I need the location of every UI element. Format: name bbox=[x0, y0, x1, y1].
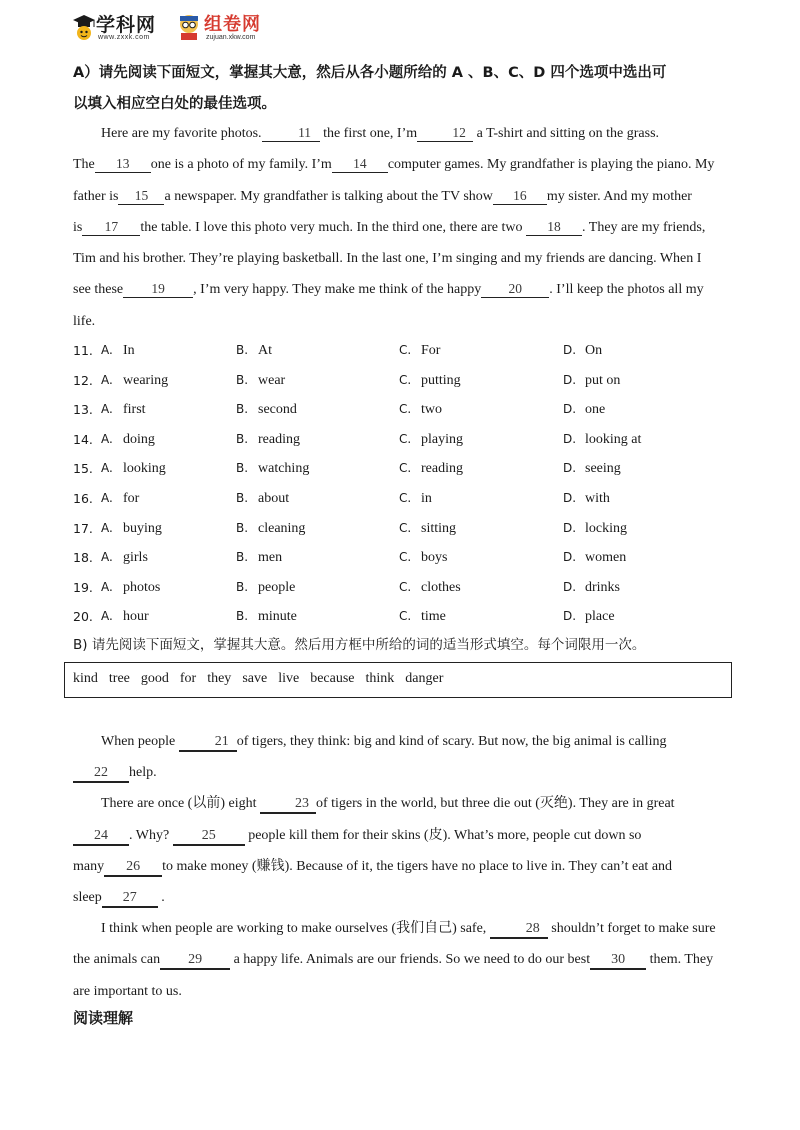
option-text: watching bbox=[258, 461, 310, 477]
option-letter: C. bbox=[399, 579, 412, 594]
option-d[interactable] bbox=[563, 461, 621, 477]
option-a[interactable] bbox=[101, 373, 168, 389]
option-text: boys bbox=[421, 550, 448, 566]
option-text: second bbox=[258, 402, 297, 418]
option-letter: D. bbox=[563, 372, 577, 387]
option-text: For bbox=[421, 343, 441, 358]
blank-28[interactable]: 28 bbox=[490, 921, 548, 939]
page-header bbox=[70, 10, 330, 46]
option-text: about bbox=[258, 490, 290, 506]
option-c[interactable] bbox=[399, 491, 432, 507]
blank-25[interactable]: 25 bbox=[173, 828, 245, 846]
question-number: 17. bbox=[73, 520, 93, 536]
word-bank-item: kind bbox=[73, 671, 98, 686]
passage-line: are important to us. bbox=[73, 983, 182, 999]
blank-19[interactable]: 19 bbox=[123, 281, 193, 298]
option-c[interactable] bbox=[399, 461, 463, 477]
option-text: men bbox=[258, 550, 283, 566]
option-b[interactable] bbox=[236, 550, 282, 566]
option-letter: D. bbox=[563, 343, 577, 357]
option-a[interactable] bbox=[101, 402, 146, 418]
student-mascot-icon bbox=[176, 13, 202, 41]
option-letter: A. bbox=[101, 431, 113, 446]
blank-16[interactable]: 16 bbox=[493, 188, 547, 205]
blank-17[interactable]: 17 bbox=[82, 219, 140, 236]
word-bank-item: for bbox=[179, 671, 197, 686]
option-text: reading bbox=[258, 431, 300, 447]
word-bank-item: tree bbox=[108, 671, 130, 686]
blank-30[interactable]: 30 bbox=[590, 952, 646, 970]
blank-29[interactable]: 29 bbox=[160, 952, 230, 970]
option-letter: A. bbox=[101, 343, 113, 357]
passage-line: 24 . Why? 25 people kill them for their skins (皮). What’s more, people cut down so bbox=[73, 820, 728, 851]
option-a[interactable] bbox=[101, 343, 135, 359]
option-b[interactable] bbox=[236, 521, 305, 537]
graduation-cap-icon bbox=[72, 13, 96, 41]
blank-21[interactable]: 21 bbox=[179, 734, 237, 752]
option-text: cleaning bbox=[258, 520, 306, 536]
option-letter: D. bbox=[563, 402, 577, 417]
question-options bbox=[73, 337, 733, 633]
option-c[interactable] bbox=[399, 580, 461, 596]
option-c[interactable] bbox=[399, 550, 447, 566]
option-letter: B. bbox=[236, 490, 249, 505]
question-row bbox=[73, 574, 733, 604]
blank-26[interactable]: 26 bbox=[104, 859, 162, 877]
logo2-url: zujuan.xkw.com bbox=[206, 34, 256, 41]
option-letter: D. bbox=[563, 520, 577, 535]
option-text: girls bbox=[123, 550, 148, 566]
word-bank-item: think bbox=[365, 671, 395, 686]
option-letter: C. bbox=[399, 520, 412, 535]
question-number: 14. bbox=[73, 431, 93, 447]
option-letter: A. bbox=[101, 461, 113, 476]
passage-line: father is 15 a newspaper. My grandfather is talking about the TV show 16 my sister. And my mother bbox=[73, 187, 692, 204]
question-number: 11. bbox=[73, 343, 93, 358]
section-b-instruction: B) 请先阅读下面短文，掌握其大意。然后用方框中所给的词的适当形式填空。每个词限用一次。 bbox=[73, 637, 646, 653]
zujuan-logo bbox=[176, 10, 286, 46]
option-c[interactable] bbox=[399, 343, 440, 359]
option-letter: B. bbox=[236, 520, 249, 535]
option-letter: C. bbox=[399, 402, 412, 417]
option-text: On bbox=[585, 343, 603, 358]
question-row bbox=[73, 485, 733, 515]
logo2-name: 组卷网 bbox=[204, 14, 261, 35]
option-b[interactable] bbox=[236, 402, 297, 418]
blank-18[interactable]: 18 bbox=[526, 219, 582, 236]
question-row bbox=[73, 426, 733, 456]
option-c[interactable] bbox=[399, 373, 461, 389]
word-bank-item: good bbox=[140, 671, 169, 686]
passage-line: sleep 27 . bbox=[73, 882, 728, 913]
option-letter: B. bbox=[236, 402, 249, 417]
question-number: 19. bbox=[73, 579, 93, 595]
question-row bbox=[73, 515, 733, 545]
option-text: drinks bbox=[585, 579, 620, 595]
option-text: seeing bbox=[585, 461, 621, 477]
option-letter: C. bbox=[399, 550, 412, 565]
option-text: sitting bbox=[421, 520, 457, 536]
option-letter: D. bbox=[563, 579, 577, 594]
option-text: wear bbox=[258, 372, 286, 388]
option-d[interactable] bbox=[563, 580, 620, 596]
logo1-url: www.zxxk.com bbox=[98, 34, 150, 41]
option-letter: B. bbox=[236, 461, 249, 476]
option-a[interactable] bbox=[101, 432, 155, 448]
option-letter: A. bbox=[101, 579, 113, 594]
option-a[interactable] bbox=[101, 609, 149, 625]
blank-27[interactable]: 27 bbox=[102, 890, 158, 908]
option-b[interactable] bbox=[236, 580, 295, 596]
question-number: 13. bbox=[73, 402, 93, 418]
option-letter: C. bbox=[399, 461, 412, 476]
option-c[interactable] bbox=[399, 521, 456, 537]
word-bank-item: live bbox=[278, 671, 300, 686]
passage-line: Tim and his brother. They’re playing basketball. In the last one, I’m singing and my friends are dancing. When I bbox=[73, 251, 702, 267]
blank-12[interactable]: 12 bbox=[417, 125, 473, 142]
passage-line: is 17 the table. I love this photo very much. In the third one, there are two 18 . They are my friends, bbox=[73, 218, 706, 235]
blank-23[interactable]: 23 bbox=[260, 796, 316, 814]
question-number: 16. bbox=[73, 490, 93, 506]
option-text: minute bbox=[258, 609, 297, 625]
option-text: women bbox=[585, 550, 627, 566]
word-bank-item: save bbox=[242, 671, 268, 686]
question-row bbox=[73, 603, 733, 633]
option-text: looking bbox=[123, 461, 166, 477]
passage-line: life. bbox=[73, 313, 96, 329]
option-b[interactable] bbox=[236, 491, 289, 507]
option-b[interactable] bbox=[236, 373, 285, 389]
question-row bbox=[73, 396, 733, 426]
passage-line: 22 help. bbox=[73, 757, 728, 788]
option-d[interactable] bbox=[563, 373, 620, 389]
option-letter: A. bbox=[101, 520, 113, 535]
option-letter: D. bbox=[563, 431, 577, 446]
blank-11[interactable]: 11 bbox=[262, 125, 320, 142]
section-a-passage bbox=[73, 118, 728, 337]
option-text: At bbox=[258, 343, 272, 358]
option-text: with bbox=[585, 490, 610, 506]
option-text: playing bbox=[421, 431, 463, 447]
option-text: for bbox=[123, 490, 140, 506]
option-text: wearing bbox=[123, 372, 169, 388]
option-b[interactable] bbox=[236, 609, 297, 625]
option-letter: D. bbox=[563, 490, 577, 505]
option-c[interactable] bbox=[399, 402, 442, 418]
section-a-instruction bbox=[73, 58, 733, 120]
option-a[interactable] bbox=[101, 580, 160, 596]
option-text: clothes bbox=[421, 579, 461, 595]
zxxk-logo bbox=[70, 10, 170, 46]
option-text: time bbox=[421, 609, 446, 625]
option-letter: C. bbox=[399, 431, 412, 446]
option-letter: A. bbox=[101, 609, 113, 624]
option-letter: C. bbox=[399, 372, 412, 387]
instruction-line-1: A）请先阅读下面短文，掌握其大意，然后从各小题所给的 A 、B、C、D 四个选项中选出可 bbox=[73, 65, 667, 81]
blank-15[interactable]: 15 bbox=[118, 188, 164, 205]
word-bank bbox=[73, 671, 454, 687]
passage-line: There are once (以前) eight 23 of tigers in the world, but three die out (灭绝). They are in great bbox=[73, 788, 728, 819]
option-b[interactable] bbox=[236, 343, 272, 359]
passage-line: see these 19 , I’m very happy. They make me think of the happy 20 . I’ll keep the photos all my bbox=[73, 281, 704, 298]
reading-comprehension-heading: 阅读理解 bbox=[73, 1009, 134, 1027]
option-d[interactable] bbox=[563, 402, 605, 418]
passage-line: many 26 to make money (赚钱). Because of it, the tigers have no place to live in. They can’t eat and bbox=[73, 851, 728, 882]
option-b[interactable] bbox=[236, 432, 300, 448]
option-letter: A. bbox=[101, 490, 113, 505]
option-letter: D. bbox=[563, 550, 577, 565]
option-a[interactable] bbox=[101, 491, 139, 507]
word-bank-item: they bbox=[207, 671, 232, 686]
blank-24[interactable]: 24 bbox=[73, 828, 129, 846]
option-b[interactable] bbox=[236, 461, 309, 477]
passage-line: the animals can 29 a happy life. Animals are our friends. So we need to do our best 30 them. They bbox=[73, 944, 728, 975]
option-text: one bbox=[585, 402, 606, 418]
option-text: locking bbox=[585, 520, 627, 536]
option-text: reading bbox=[421, 461, 463, 477]
option-letter: A. bbox=[101, 372, 113, 387]
option-letter: B. bbox=[236, 431, 249, 446]
word-bank-box bbox=[64, 662, 732, 698]
question-number: 12. bbox=[73, 372, 93, 388]
passage-line: When people 21 of tigers, they think: big and kind of scary. But now, the big animal is calling bbox=[73, 726, 728, 757]
option-letter: B. bbox=[236, 343, 249, 357]
option-a[interactable] bbox=[101, 550, 148, 566]
option-text: people bbox=[258, 579, 296, 595]
option-d[interactable] bbox=[563, 609, 615, 625]
option-text: first bbox=[123, 402, 146, 418]
option-letter: C. bbox=[399, 609, 412, 624]
option-letter: A. bbox=[101, 402, 113, 417]
blank-13[interactable]: 13 bbox=[95, 156, 151, 173]
option-text: place bbox=[585, 609, 615, 625]
option-letter: D. bbox=[563, 609, 577, 624]
option-letter: C. bbox=[399, 490, 412, 505]
option-text: photos bbox=[123, 579, 161, 595]
option-d[interactable] bbox=[563, 343, 602, 359]
option-text: hour bbox=[123, 609, 149, 625]
option-letter: B. bbox=[236, 372, 249, 387]
option-text: two bbox=[421, 402, 442, 418]
option-letter: B. bbox=[236, 609, 249, 624]
blank-14[interactable]: 14 bbox=[332, 156, 388, 173]
section-b-passage bbox=[73, 726, 728, 1007]
passage-line: Here are my favorite photos. 11 the first one, I’m 12 a T-shirt and sitting on the grass. bbox=[101, 125, 660, 141]
option-text: doing bbox=[123, 431, 155, 447]
option-text: in bbox=[421, 490, 432, 506]
blank-22[interactable]: 22 bbox=[73, 765, 129, 783]
passage-line: The 13 one is a photo of my family. I’m 14 computer games. My grandfather is playing the piano. My bbox=[73, 156, 715, 173]
option-letter: A. bbox=[101, 550, 113, 565]
option-letter: C. bbox=[399, 343, 412, 357]
logo1-name: 学科网 bbox=[96, 14, 157, 36]
question-row bbox=[73, 337, 733, 367]
option-letter: D. bbox=[563, 461, 577, 476]
option-a[interactable] bbox=[101, 461, 166, 477]
option-text: putting bbox=[421, 372, 461, 388]
option-text: put on bbox=[585, 372, 621, 388]
option-c[interactable] bbox=[399, 609, 446, 625]
word-bank-item: because bbox=[310, 671, 355, 686]
option-d[interactable] bbox=[563, 432, 641, 448]
word-bank-item: danger bbox=[405, 671, 444, 686]
question-row bbox=[73, 367, 733, 397]
question-row bbox=[73, 544, 733, 574]
question-number: 18. bbox=[73, 550, 93, 566]
question-number: 15. bbox=[73, 461, 93, 477]
instruction-line-2: 以填入相应空白处的最佳选项。 bbox=[73, 96, 276, 112]
option-a[interactable] bbox=[101, 521, 162, 537]
option-c[interactable] bbox=[399, 432, 463, 448]
passage-line: I think when people are working to make ourselves (我们自己) safe, 28 shouldn’t forget to make sure bbox=[73, 913, 728, 944]
option-letter: B. bbox=[236, 550, 249, 565]
question-row bbox=[73, 455, 733, 485]
blank-20[interactable]: 20 bbox=[481, 281, 549, 298]
option-letter: B. bbox=[236, 579, 249, 594]
option-d[interactable] bbox=[563, 550, 626, 566]
question-number: 20. bbox=[73, 609, 93, 625]
option-d[interactable] bbox=[563, 521, 627, 537]
option-text: buying bbox=[123, 520, 162, 536]
option-text: looking at bbox=[585, 431, 642, 447]
option-text: In bbox=[123, 343, 135, 358]
option-d[interactable] bbox=[563, 491, 610, 507]
